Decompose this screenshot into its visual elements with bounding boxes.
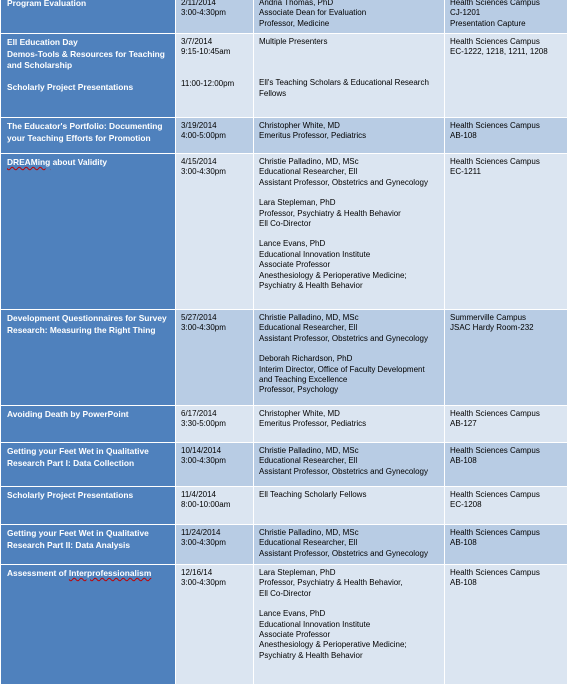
session-title: Scholarly Project Presentations — [1, 487, 176, 525]
session-date: 12/16/14 3:00-4:30pm — [176, 565, 254, 685]
session-location: Health Sciences Campus AB-108 — [445, 118, 568, 154]
session-location: Health Sciences Campus AB-108 — [445, 525, 568, 565]
session-location: Summerville Campus JSAC Hardy Room-232 — [445, 310, 568, 406]
session-presenters: Christopher White, MD Emeritus Professor, Pediatrics — [254, 406, 445, 443]
session-date: 2/11/2014 3:00-4:30pm — [176, 0, 254, 34]
session-presenters: Christie Palladino, MD, MSc Educational Researcher, Ell Assistant Professor, Obstetrics and Gynecology — [254, 525, 445, 565]
session-location: Health Sciences Campus AB-108 — [445, 443, 568, 487]
session-date: 3/19/2014 4:00-5:00pm — [176, 118, 254, 154]
session-location: Health Sciences Campus EC-1208 — [445, 487, 568, 525]
session-presenters: Christie Palladino, MD, MSc Educational Researcher, Ell Assistant Professor, Obstetrics and Gynecology Deborah Richardson, PhD Interim Director, Office of Faculty Development and Teaching Excellence Professor, Psychology — [254, 310, 445, 406]
session-title: Development Questionnaires for Survey Research: Measuring the Right Thing — [1, 310, 176, 406]
session-date: 3/7/2014 9:15-10:45am 11:00-12:00pm — [176, 34, 254, 118]
table-row — [1, 525, 568, 565]
session-presenters: Christopher White, MD Emeritus Professor, Pediatrics — [254, 118, 445, 154]
session-title: The Educator's Portfolio: Documenting your Teaching Efforts for Promotion — [1, 118, 176, 154]
session-presenters: Christie Palladino, MD, MSc Educational Researcher, Ell Assistant Professor, Obstetrics and Gynecology Lara Stepleman, PhD Professor, Psychiatry & Health Behavior Ell Co-Director Lance Evans, PhD Educational Innovation Institute Associate Professor Anesthesiology & Perioperative Medicine; Psychiatry & Health Behavior — [254, 154, 445, 310]
session-date: 11/24/2014 3:00-4:30pm — [176, 525, 254, 565]
session-title: Program Evaluation — [1, 0, 176, 34]
session-location: Health Sciences Campus EC-1211 — [445, 154, 568, 310]
table-row — [1, 34, 568, 118]
session-location: Health Sciences Campus CJ-1201 Presentation Capture — [445, 0, 568, 34]
session-date: 5/27/2014 3:00-4:30pm — [176, 310, 254, 406]
session-title: Avoiding Death by PowerPoint — [1, 406, 176, 443]
table-row — [1, 0, 568, 34]
session-title: Getting your Feet Wet in Qualitative Research Part II: Data Analysis — [1, 525, 176, 565]
session-date: 10/14/2014 3:00-4:30pm — [176, 443, 254, 487]
session-date: 6/17/2014 3:30-5:00pm — [176, 406, 254, 443]
table-row — [1, 487, 568, 525]
session-location: Health Sciences Campus AB-108 — [445, 565, 568, 685]
session-date: 4/15/2014 3:00-4:30pm — [176, 154, 254, 310]
session-presenters: Ell Teaching Scholarly Fellows — [254, 487, 445, 525]
session-location: Health Sciences Campus AB-127 — [445, 406, 568, 443]
table-row — [1, 154, 568, 310]
table-row — [1, 443, 568, 487]
table-row — [1, 406, 568, 443]
session-presenters: Lara Stepleman, PhD Professor, Psychiatry & Health Behavior, Ell Co-Director Lance Evans, PhD Educational Innovation Institute Associate Professor Anesthesiology & Perioperative Medicine; Psychiatry & Health Behavior — [254, 565, 445, 685]
session-location: Health Sciences Campus EC-1222, 1218, 1211, 1208 — [445, 34, 568, 118]
session-title: Ell Education Day Demos-Tools & Resources for Teaching and Scholarship Scholarly Project Presentations — [1, 34, 176, 118]
session-presenters: Multiple Presenters Ell's Teaching Scholars & Educational Research Fellows — [254, 34, 445, 118]
table-row — [1, 310, 568, 406]
session-date: 11/4/2014 8:00-10:00am — [176, 487, 254, 525]
table-row — [1, 118, 568, 154]
session-title: Assessment of Interprofessionalism — [1, 565, 176, 685]
table-row — [1, 565, 568, 685]
session-title: DREAMing about Validity — [1, 154, 176, 310]
session-presenters: Andria Thomas, PhD Associate Dean for Evaluation Professor, Medicine — [254, 0, 445, 34]
session-title: Getting your Feet Wet in Qualitative Research Part I: Data Collection — [1, 443, 176, 487]
session-presenters: Christie Palladino, MD, MSc Educational Researcher, Ell Assistant Professor, Obstetrics and Gynecology — [254, 443, 445, 487]
